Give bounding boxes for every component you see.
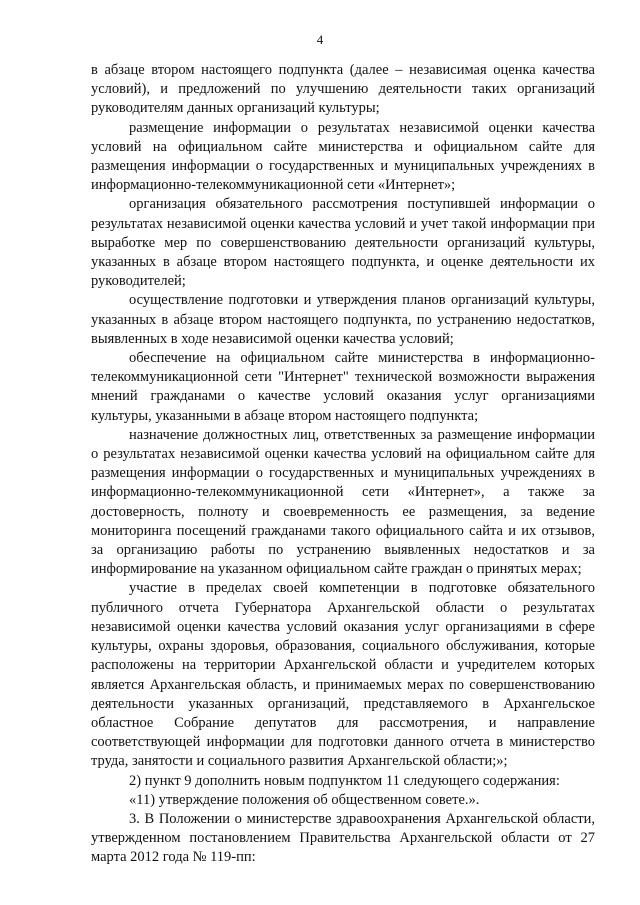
paragraph: 2) пункт 9 дополнить новым подпунктом 11 следующего содержания: bbox=[129, 772, 560, 789]
paragraph: осуществление подготовки и утверждения планов организаций культуры, указанных в абзаце втором настоящего подпункта, по устранению недостатков, выявленных в ходе независимой оценки качества условий; bbox=[91, 292, 595, 347]
paragraph: в абзаце втором настоящего подпункта (далее – независимая оценка качества условий), и предложений по улучшению деятельности таких организаций руководителям данных организаций культуры; bbox=[91, 62, 595, 117]
paragraph: размещение информации о результатах независимой оценки качества условий на официальном сайте министерства и официальном сайте для размещения информации о государственных и муниципальных учреждениях в информационно-телекоммуникационной сети «Интернет»; bbox=[91, 119, 595, 194]
paragraph: назначение должностных лиц, ответственных за размещение информации о результатах независимой оценки качества условий на официальном сайте для размещения информации о государственных и муниципальных учреждениях в информационно-телекоммуникационной сети «Интернет», а также за достоверность, полноту и своевременность ее размещения, за ведение мониторинга посещений гражданами такого официального сайта и их отзывов, за организацию работы по устранению выявленных недостатков и за информирование на указанном официальном сайте граждан о принятых мерах; bbox=[91, 426, 595, 578]
paragraph: «11) утверждение положения об общественном совете.». bbox=[129, 791, 480, 808]
paragraph: 3. В Положении о министерстве здравоохранения Архангельской области, утвержденном постановлением Правительства Архангельской области от 27 марта 2012 года № 119-пп: bbox=[91, 810, 595, 866]
document-body bbox=[91, 61, 595, 868]
paragraph: обеспечение на официальном сайте министерства в информационно-телекоммуникационной сети "Интернет" технической возможности выражения мнений гражданами о качестве условий оказания услуг организациями культуры, указанными в абзаце втором настоящего подпункта; bbox=[91, 350, 595, 424]
page-number: 4 bbox=[316, 32, 324, 47]
paragraph: участие в пределах своей компетенции в подготовке обязательного публичного отчета Губернатора Архангельской области о результатах независимой оценки качества условий оказания услуг организациями в сфере культуры, охраны здоровья, образования, социального обслуживания, которые расположены на территории Архангельской области и учредителем которых является Архангельская область, и принимаемых мерах по совершенствованию деятельности указанных организаций, представляемого в Архангельское областное Собрание депутатов для рассмотрения, и направление соответствующей информации для подготовки данного отчета в министерство труда, занятости и социального развития Архангельской области;»; bbox=[91, 580, 595, 770]
paragraph: организация обязательного рассмотрения поступившей информации о результатах независимой оценки качества условий и учет такой информации при выработке мер по совершенствованию деятельности организаций культуры, указанных в абзаце втором настоящего подпункта, и оценке деятельности их руководителей; bbox=[91, 196, 595, 290]
